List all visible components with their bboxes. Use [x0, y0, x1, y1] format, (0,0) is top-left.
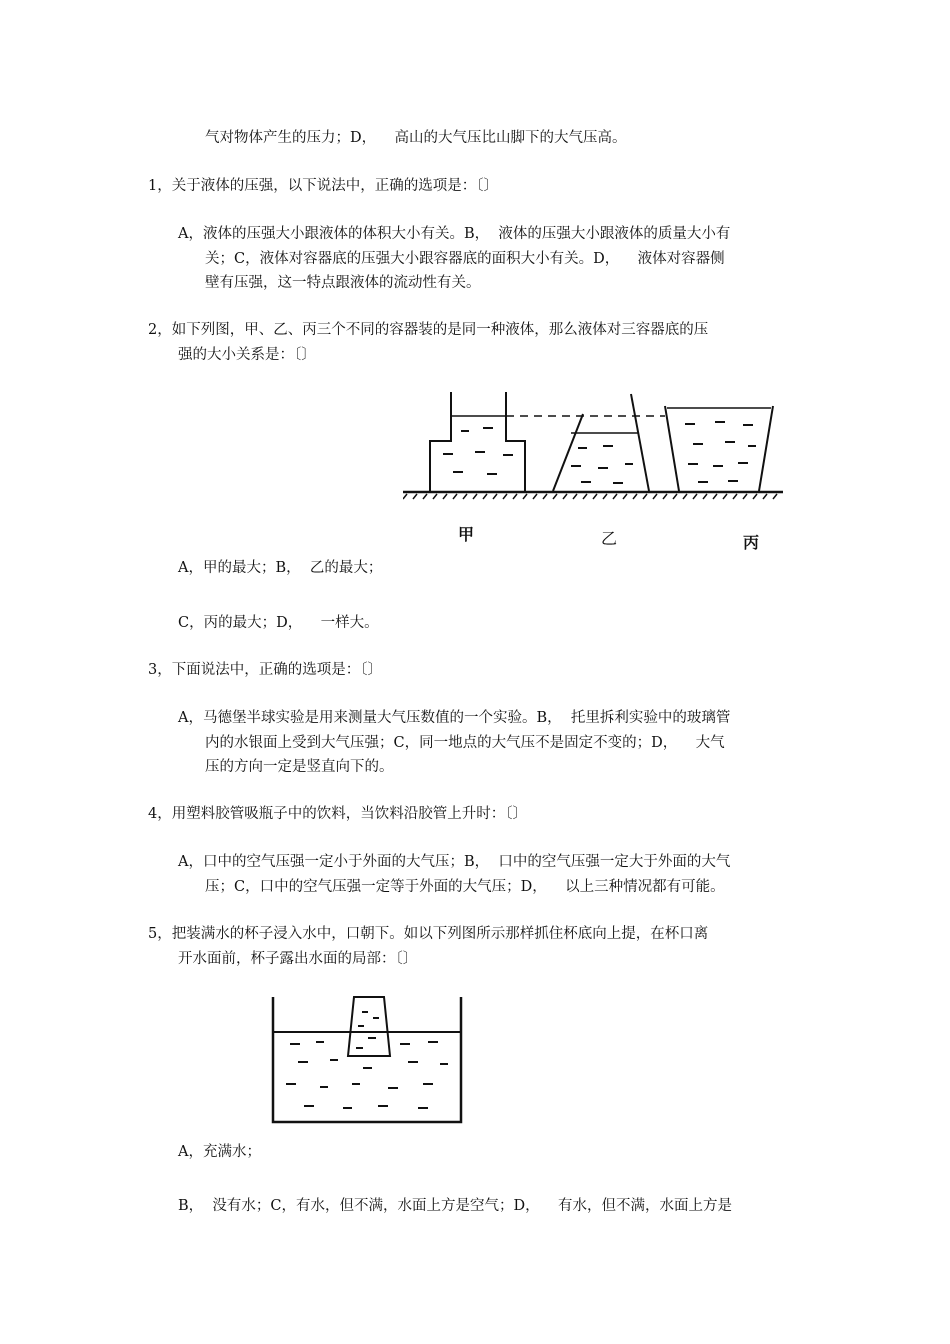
question-2-options-line-1: A，甲的最大；B， 乙的最大； [178, 560, 383, 576]
container-label-bing: 丙 [743, 533, 760, 552]
question-1-options-line-3: 壁有压强，这一特点跟液体的流动性有关。 [205, 275, 481, 291]
question-4-options-line-2: 压；C，口中的空气压强一定等于外面的大气压；D， 以上三种情况都有可能。 [205, 879, 725, 895]
question-1: 1，关于液体的压强，以下说法中，正确的选项是：〔〕 [148, 178, 498, 194]
question-4: 4，用塑料胶管吸瓶子中的饮料，当饮料沿胶管上升时：〔〕 [148, 806, 527, 822]
three-containers-figure [403, 386, 783, 551]
question-3-options-line-2: 内的水银面上受到大气压强；C，同一地点的大气压不是固定不变的；D， 大气 [205, 735, 725, 751]
question-4-options-line-1: A，口中的空气压强一定小于外面的大气压；B， 口中的空气压强一定大于外面的大气 [178, 854, 731, 870]
container-label-jia: 甲 [458, 525, 475, 544]
question-2-line-2: 强的大小关系是：〔〕 [178, 347, 316, 363]
container-label-yi: 乙 [601, 529, 618, 548]
question-2: 2，如下列图，甲、乙、丙三个不同的容器装的是同一种液体，那么液体对三容器底的压 [148, 322, 709, 338]
question-5: 5，把装满水的杯子浸入水中，口朝下。如以下列图所示那样抓住杯底向上提，在杯口离 [148, 926, 709, 942]
question-5-line-2: 开水面前，杯子露出水面的局部：〔〕 [178, 951, 418, 967]
continuation-line: 气对物体产生的压力；D， 高山的大气压比山脚下的大气压高。 [205, 130, 627, 146]
question-3-options-line-1: A，马德堡半球实验是用来测量大气压数值的一个实验。B， 托里拆利实验中的玻璃管 [178, 710, 731, 726]
question-3: 3，下面说法中，正确的选项是：〔〕 [148, 662, 382, 678]
question-1-options-line-1: A，液体的压强大小跟液体的体积大小有关。B， 液体的压强大小跟液体的质量大小有 [178, 226, 731, 242]
cup-in-water-figure [268, 992, 468, 1130]
question-5-options-line-1: A，充满水； [178, 1144, 261, 1160]
question-2-options-line-2: C，丙的最大；D， 一样大。 [178, 615, 379, 631]
question-1-options-line-2: 关；C，液体对容器底的压强大小跟容器底的面积大小有关。D， 液体对容器侧 [205, 251, 725, 267]
question-3-options-line-3: 压的方向一定是竖直向下的。 [205, 759, 394, 775]
question-5-options-line-2: B， 没有水；C，有水，但不满，水面上方是空气；D， 有水，但不满，水面上方是 [178, 1198, 733, 1214]
